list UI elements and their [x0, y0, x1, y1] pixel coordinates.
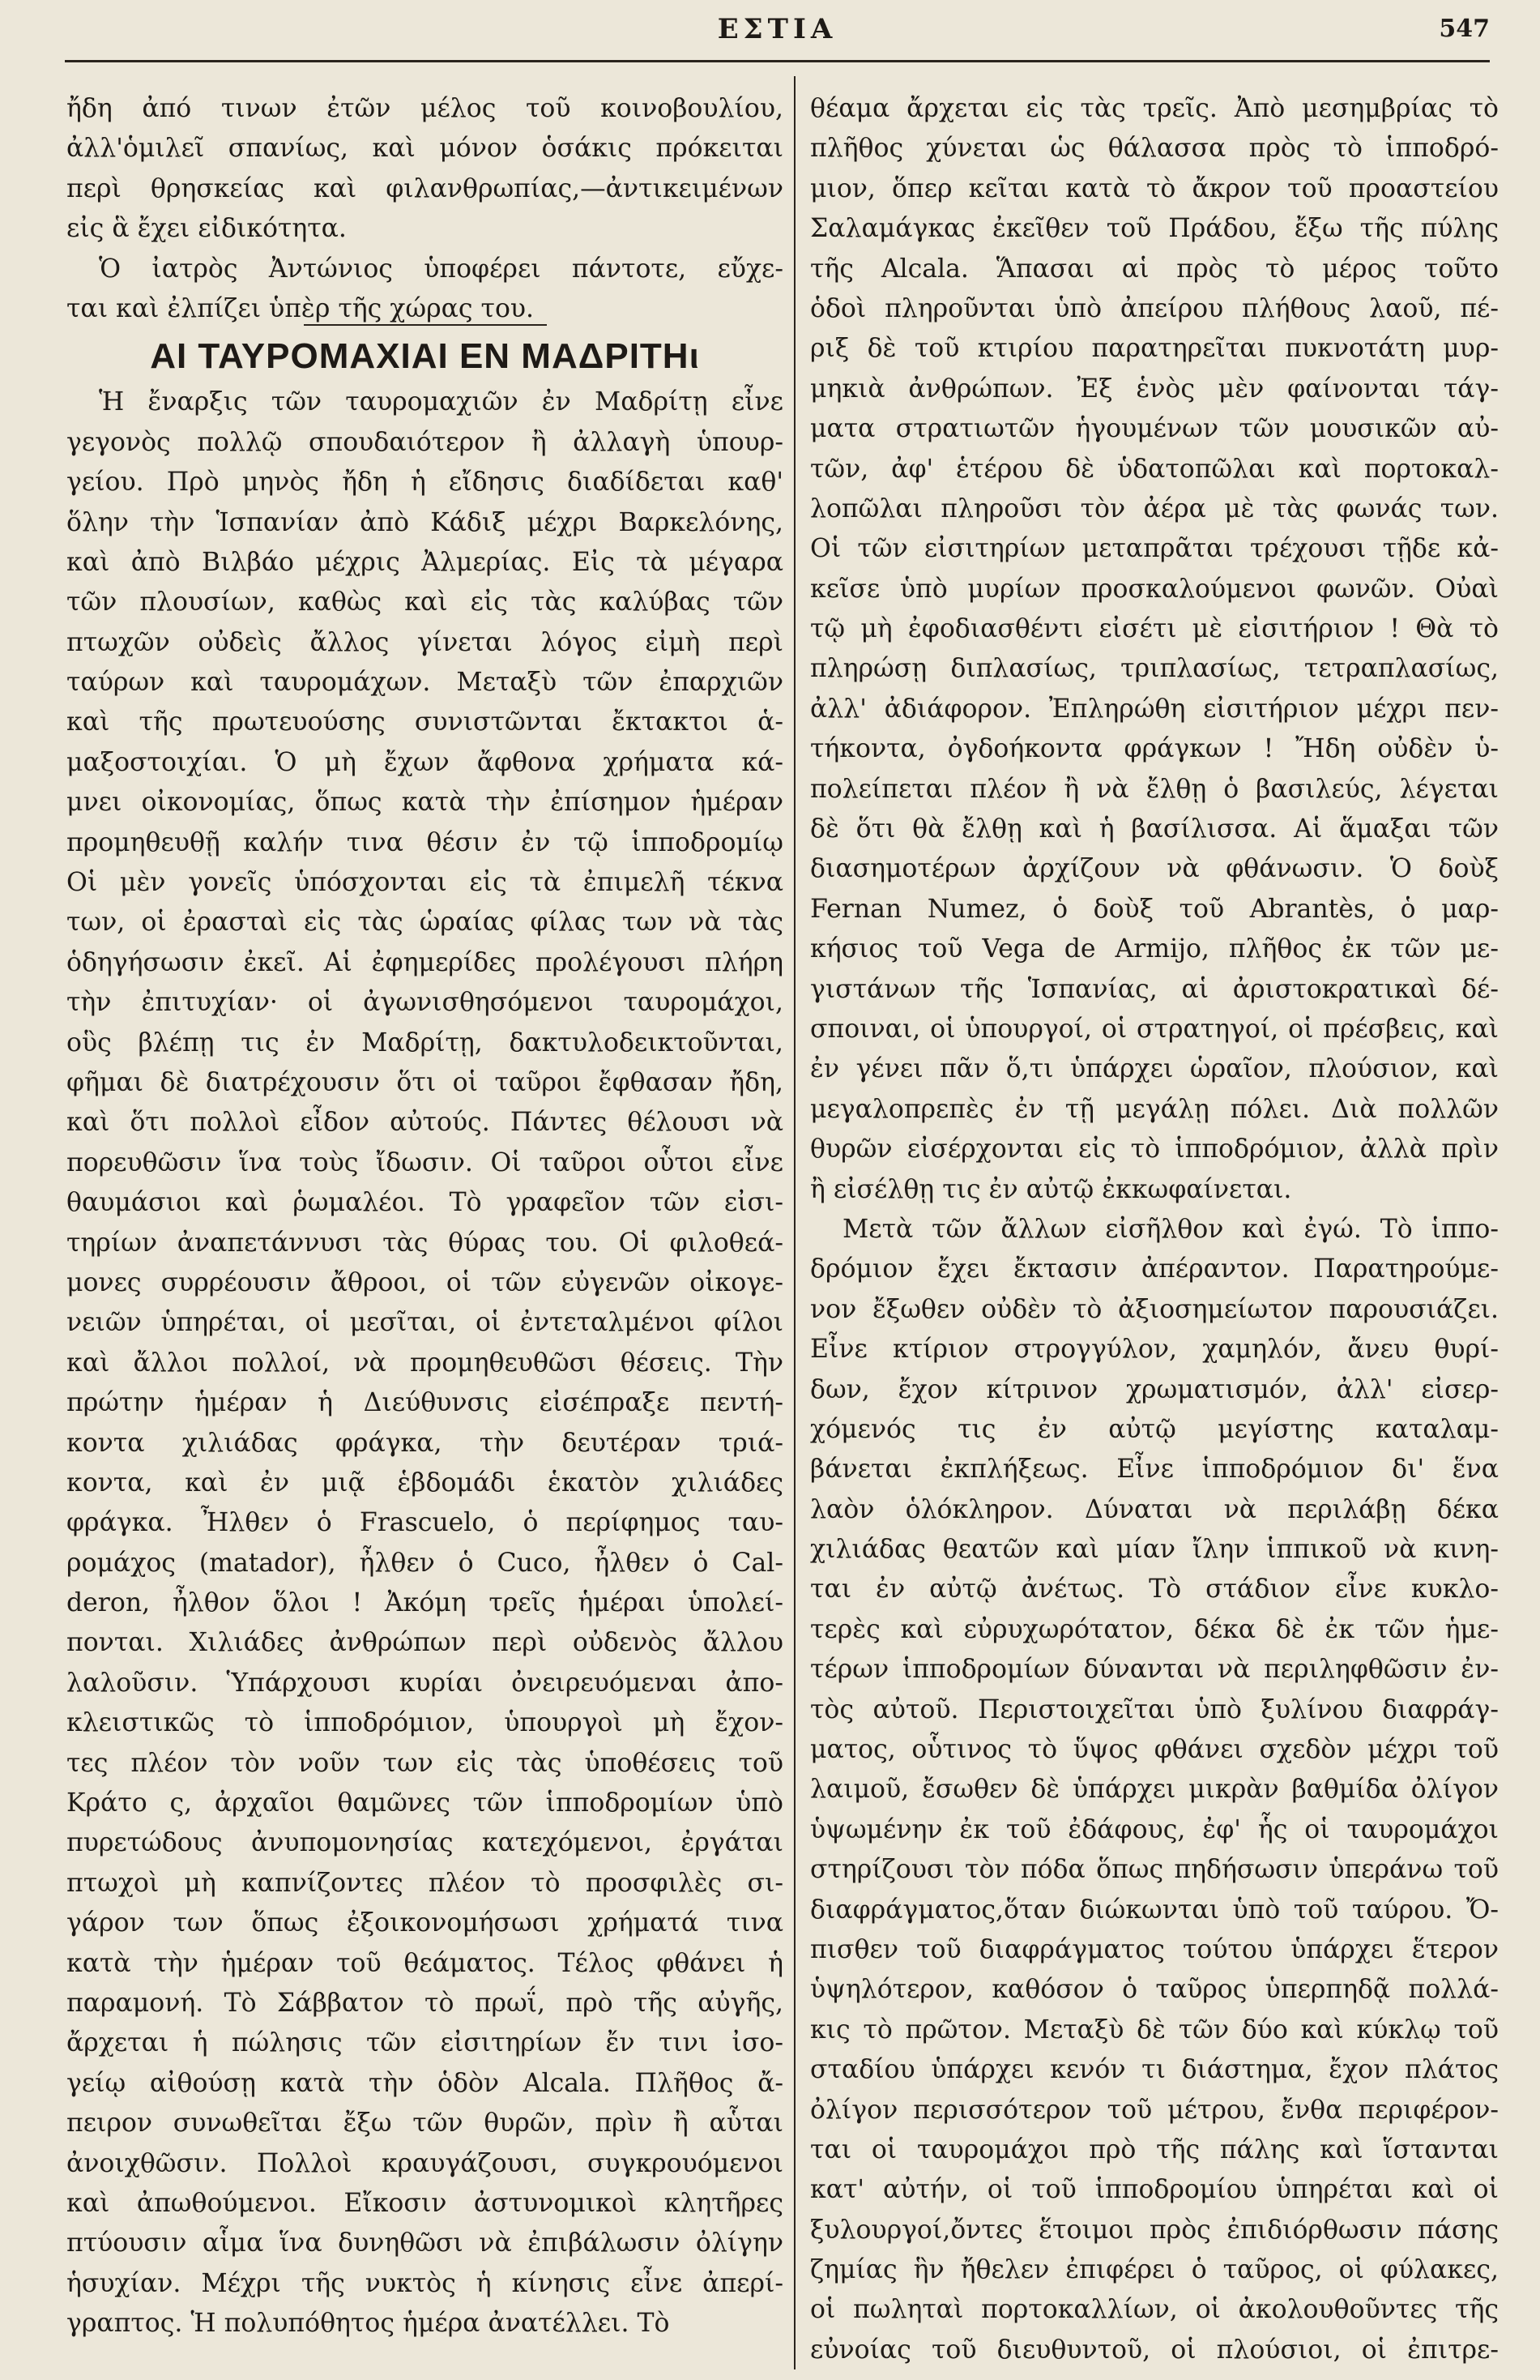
text-line: στηρίζουσι τὸν πόδα ὅπως πηδήσωσιν ὑπεράνω τοῦ [810, 1855, 1499, 1885]
text-line: ἀλλ'ὁμιλεῖ σπανίως, καὶ μόνον ὁσάκις πρόκειται [66, 134, 783, 164]
text-line: Ὁ ἰατρὸς Ἀντώνιος ὑποφέρει πάντοτε, εὔχε- [99, 254, 783, 284]
text-line: καὶ ἄλλοι πολλοί, νὰ προμηθευθῶσι θέσεις. Τὴν [66, 1348, 783, 1378]
text-line: πτύουσιν αἷμα ἵνα δυνηθῶσι νὰ ἐπιβάλωσιν ὀλίγην [66, 2228, 783, 2258]
text-line: σταδίου ὑπάρχει κενόν τι διάστημα, ἔχον πλάτος [810, 2055, 1499, 2085]
header-rule [65, 60, 1490, 62]
running-head [65, 11, 1490, 58]
left-column-intro [66, 89, 783, 329]
text-line: ἀνοιχθῶσιν. Πολλοὶ κραυγάζουσι, συγκρουόμενοι [66, 2148, 783, 2178]
text-line: Σαλαμάγκας ἐκεῖθεν τοῦ Πράδου, ἔξω τῆς πύλης [810, 214, 1499, 244]
text-line: θαυμάσιοι καὶ ῥωμαλέοι. Τὸ γραφεῖον τῶν εἰσι- [66, 1188, 783, 1218]
page-number: 547 [1439, 15, 1490, 43]
text-line: κατ' αὐτήν, οἱ τοῦ ἱπποδρομίου ὑπηρέται καὶ οἱ [810, 2175, 1499, 2205]
text-line: προμηθευθῇ καλήν τινα θέσιν ἐν τῷ ἱπποδρομίῳ [66, 827, 783, 857]
text-line: πτωχοὶ μὴ καπνίζοντες πλέον τὸ προσφιλὲς σι- [66, 1868, 783, 1898]
text-line: δὲ ὅτι θὰ ἔλθῃ καὶ ἡ βασίλισσα. Αἱ ἅμαξαι τῶν [810, 814, 1499, 844]
left-column-body [66, 382, 783, 2344]
text-line: τήκοντα, ὀγδοήκοντα φράγκων ! Ἤδη οὐδὲν ὑ- [810, 734, 1499, 764]
text-line: ὁδοὶ πληροῦνται ὑπὸ ἀπείρου πλήθους λαοῦ, πέ- [810, 293, 1499, 323]
text-line: ἢ εἰσέλθῃ τις ἐν αὐτῷ ἐκκωφαίνεται. [810, 1174, 1292, 1204]
text-line: Fernan Numez, ὁ δοὺξ τοῦ Abrantès, ὁ μαρ- [810, 894, 1499, 924]
text-line: μεγαλοπρεπὲς ἐν τῇ μεγάλῃ πόλει. Διὰ πολλῶν [810, 1094, 1499, 1124]
text-line: γάρον των ὅπως ἐξοικονομήσωσι χρήματά τινα [66, 1908, 783, 1938]
text-line: πειρον συνωθεῖται ἔξω τῶν θυρῶν, πρὶν ἢ αὗται [66, 2109, 783, 2139]
text-line: κοντα χιλιάδας φράγκα, τὴν δευτέραν τριά- [66, 1428, 783, 1458]
text-line: εἰς ἃ ἔχει εἰδικότητα. [66, 214, 347, 244]
text-line: θυρῶν εἰσέρχονται εἰς τὸ ἱπποδρόμιον, ἀλλὰ πρὶν [810, 1134, 1499, 1164]
text-line: ξυλουργοί,ὄντες ἕτοιμοι πρὸς ἐπιδιόρθωσιν πάσης [810, 2215, 1499, 2245]
text-line: λαιμοῦ, ἔσωθεν δὲ ὑπάρχει μικρὰν βαθμίδα ὀλίγον [810, 1775, 1499, 1805]
text-line: ται καὶ ἐλπίζει ὑπὲρ τῆς χώρας του. [66, 293, 535, 323]
text-line: μιον, ὅπερ κεῖται κατὰ τὸ ἄκρον τοῦ προαστείου [810, 173, 1499, 203]
text-line: διασημοτέρων ἀρχίζουν νὰ φθάνωσιν. Ὁ δοὺξ [810, 854, 1499, 884]
text-line: οὓς βλέπῃ τις ἐν Μαδρίτῃ, δακτυλοδεικτοῦνται, [66, 1028, 783, 1058]
text-line: ὀλίγον περισσότερον τοῦ μέτρου, ἔνθα περιφέρον- [810, 2095, 1499, 2125]
text-line: καὶ ἀπὸ Βιλβάο μέχρις Ἀλμερίας. Εἰς τὰ μέγαρα [66, 547, 783, 577]
text-line: πρώτην ἡμέραν ἡ Διεύθυνσις εἰσέπραξε πεντή- [66, 1388, 783, 1418]
text-line: γιστάνων τῆς Ἱσπανίας, αἱ ἀριστοκρατικαὶ δέ- [810, 974, 1499, 1004]
text-line: λαλοῦσιν. Ὑπάρχουσι κυρίαι ὀνειρευόμεναι ἀπο- [66, 1668, 783, 1698]
text-line: καὶ ἀπωθούμενοι. Εἴκοσιν ἀστυνομικοὶ κλητῆρες [66, 2188, 783, 2218]
text-line: Κράτο ς, ἀρχαῖοι θαμῶνες τῶν ἱπποδρομίων ὑπὸ [66, 1788, 783, 1818]
text-line: πληρώσῃ διπλασίως, τριπλασίως, τετραπλασίως, [810, 654, 1499, 684]
text-line: παραμονή. Τὸ Σάββατον τὸ πρωΐ, πρὸ τῆς αὐγῆς, [66, 1988, 783, 2018]
text-line: ται οἱ ταυρομάχοι πρὸ τῆς πάλης καὶ ἵστανται [810, 2134, 1499, 2164]
text-line: ἄρχεται ἡ πώλησις τῶν εἰσιτηρίων ἔν τινι ἰσο- [66, 2028, 783, 2058]
text-line: θέαμα ἄρχεται εἰς τὰς τρεῖς. Ἀπὸ μεσημβρίας τὸ [810, 94, 1499, 123]
text-line: τὸς αὐτοῦ. Περιστοιχεῖται ὑπὸ ξυλίνου διαφράγ- [810, 1694, 1499, 1724]
text-line: πονται. Χιλιάδες ἀνθρώπων περὶ οὐδενὸς ἄλλου [66, 1628, 783, 1658]
text-line: κλειστικῶς τὸ ἱπποδρόμιον, ὑπουργοὶ μὴ ἔχον- [66, 1708, 783, 1738]
text-line: τέρων ἱπποδρομίων δύνανται νὰ περιληφθῶσιν ἐν- [810, 1655, 1499, 1685]
text-line: πολείπεται πλέον ἢ νὰ ἔλθῃ ὁ βασιλεύς, λέγεται [810, 774, 1499, 804]
text-line: χόμενός τις ἐν αὐτῷ μεγίστης καταλαμ- [810, 1414, 1499, 1444]
text-line: ται ἐν αὐτῷ ἀνέτως. Τὸ στάδιον εἶνε κυκλο- [810, 1575, 1499, 1604]
text-line: ἤδη ἀπό τινων ἐτῶν μέλος τοῦ κοινοβουλίου, [66, 94, 783, 123]
text-line: τερὲς καὶ εὐρυχωρότατον, δέκα δὲ ἐκ τῶν ἡμε- [810, 1614, 1499, 1644]
text-line: γείῳ αἰθούσῃ κατὰ τὴν ὁδὸν Alcala. Πλῆθος ἄ- [66, 2068, 783, 2098]
text-line: ὑψωμένην ἐκ τοῦ ἐδάφους, ἐφ' ἧς οἱ ταυρομάχοι [810, 1814, 1499, 1844]
text-line: βάνεται ἐκπλήξεως. Εἶνε ἱπποδρόμιον δι' ἕνα [810, 1455, 1499, 1485]
text-line: πλῆθος χύνεται ὡς θάλασσα πρὸς τὸ ἱπποδρό- [810, 134, 1499, 164]
text-line: Εἶνε κτίριον στρογγύλον, χαμηλόν, ἄνευ θυρί- [810, 1335, 1499, 1365]
text-line: τες πλέον τὸν νοῦν των εἰς τὰς ὑποθέσεις τοῦ [66, 1748, 783, 1778]
text-line: τὴν ἐπιτυχίαν· οἱ ἀγωνισθησόμενοι ταυρομάχοι, [66, 988, 783, 1018]
text-line: νειῶν ὑπηρέται, οἱ μεσῖται, οἱ ἐντεταλμένοι φίλοι [66, 1308, 783, 1338]
text-line: σποιναι, οἱ ὑπουργοί, οἱ στρατηγοί, οἱ πρέσβεις, καὶ [810, 1014, 1499, 1044]
text-line: Οἱ τῶν εἰσιτηρίων μεταπρᾶται τρέχουσι τῇδε κἀ- [810, 534, 1499, 564]
text-line: καὶ τῆς πρωτευούσης συνιστῶνται ἔκτακτοι ἁ- [66, 707, 783, 737]
text-line: Οἱ μὲν γονεῖς ὑπόσχονται εἰς τὰ ἐπιμελῆ τέκνα [66, 868, 783, 898]
text-line: μαξοστοιχίαι. Ὁ μὴ ἔχων ἄφθονα χρήματα κά- [66, 747, 783, 777]
text-line: δων, ἔχον κίτρινον χρωματισμόν, ἀλλ' εἰσερ- [810, 1374, 1499, 1404]
text-line: διαφράγματος,ὅταν διώκωνται ὑπὸ τοῦ ταύρου. Ὄ- [810, 1895, 1499, 1925]
text-line: κις τὸ πρῶτον. Μεταξὺ δὲ τῶν δύο καὶ κύκλῳ τοῦ [810, 2015, 1499, 2045]
text-line: γείου. Πρὸ μηνὸς ἤδη ἡ εἴδησις διαδίδεται καθ' [66, 468, 783, 498]
text-line: ἀλλ' ἀδιάφορον. Ἐπληρώθη εἰσιτήριον μέχρι πεν- [810, 694, 1499, 724]
text-line: πυρετώδους ἀνυπομονησίας κατεχόμενοι, ἐργάται [66, 1828, 783, 1858]
text-line: λοπῶλαι πληροῦσι τὸν ἀέρα μὲ τὰς φωνάς των. [810, 494, 1499, 523]
text-line: ριξ δὲ τοῦ κτιρίου παρατηρεῖται πυκνοτάτη μυρ- [810, 334, 1499, 364]
text-line: οἱ πωληταὶ πορτοκαλλίων, οἱ ἀκολουθοῦντες τῆς [810, 2295, 1499, 2325]
text-line: κατὰ τὴν ἡμέραν τοῦ θεάματος. Τέλος φθάνει ἡ [66, 1948, 783, 1978]
text-line: κοντα, καὶ ἐν μιᾷ ἑβδομάδι ἑκατὸν χιλιάδες [66, 1468, 783, 1498]
text-line: Μετὰ τῶν ἄλλων εἰσῆλθον καὶ ἐγώ. Τὸ ἱππο- [843, 1214, 1499, 1244]
text-line: τῆς Alcala. Ἅπασαι αἱ πρὸς τὸ μέρος τοῦτο [810, 254, 1499, 284]
text-line: ἡσυχίαν. Μέχρι τῆς νυκτὸς ἡ κίνησις εἶνε ἀπερί- [66, 2268, 783, 2298]
text-line: φράγκα. Ἦλθεν ὁ Frascuelo, ὁ περίφημος ταυ- [66, 1508, 783, 1538]
article-title: ΑΙ ΤΑΥΡΟΜΑΧΙΑΙ ΕΝ ΜΑΔΡΙΤΗι [150, 336, 700, 377]
text-line: πτωχῶν οὐδεὶς ἄλλος γίνεται λόγος εἰμὴ περὶ [66, 627, 783, 657]
text-line: λαὸν ὁλόκληρον. Δύναται νὰ περιλάβῃ δέκα [810, 1494, 1499, 1524]
text-line: κήσιος τοῦ Vega de Armijo, πλῆθος ἐκ τῶν με- [810, 934, 1499, 964]
text-line: ταύρων καὶ ταυρομάχων. Μεταξὺ τῶν ἐπαρχιῶν [66, 668, 783, 698]
text-line: πισθεν τοῦ διαφράγματος τούτου ὑπάρχει ἕτερον [810, 1934, 1499, 1964]
text-line: ἐν γένει πᾶν ὅ,τι ὑπάρχει ὡραῖον, πλούσιον, καὶ [810, 1054, 1499, 1084]
text-line: γραπτος. Ἡ πολυπόθητος ἡμέρα ἀνατέλλει. Τὸ [66, 2309, 670, 2339]
text-line: ζημίας ἣν ἤθελεν ἐπιφέρει ὁ ταῦρος, οἱ φύλακες, [810, 2255, 1499, 2285]
text-line: δρόμιον ἔχει ἔκτασιν ἀπέραντον. Παρατηρούμε- [810, 1254, 1499, 1284]
text-line: χιλιάδας θεατῶν καὶ μίαν ἴλην ἱππικοῦ νὰ κινη- [810, 1535, 1499, 1565]
text-line: ματος, οὗτινος τὸ ὕψος φθάνει σχεδὸν μέχρι τοῦ [810, 1735, 1499, 1765]
text-line: ρομάχος (matador), ἦλθεν ὁ Cuco, ἦλθεν ὁ Cal- [66, 1548, 783, 1578]
left-column [66, 89, 783, 2344]
text-line: ὅλην τὴν Ἱσπανίαν ἀπὸ Κάδιξ μέχρι Βαρκελόνης, [66, 507, 783, 537]
text-line: φῆμαι δὲ διατρέχουσιν ὅτι οἱ ταῦροι ἔφθασαν ἤδη, [66, 1067, 783, 1097]
text-line: κεῖσε ὑπὸ μυρίων προσκαλούμενοι φωνῶν. Οὐαὶ [810, 574, 1499, 604]
column-divider [794, 76, 796, 2369]
text-line: μηκιὰ ἀνθρώπων. Ἐξ ἑνὸς μὲν φαίνονται τάγ- [810, 374, 1499, 404]
text-line: Ἡ ἔναρξις τῶν ταυρομαχιῶν ἐν Μαδρίτῃ εἶνε [99, 387, 783, 417]
text-line: τῷ μὴ ἐφοδιασθέντι εἰσέτι μὲ εἰσιτήριον ! Θὰ τὸ [810, 614, 1499, 644]
text-line: τῶν, ἀφ' ἑτέρου δὲ ὑδατοπῶλαι καὶ πορτοκαλ- [810, 454, 1499, 484]
text-line: καὶ ὅτι πολλοὶ εἶδον αὐτούς. Πάντες θέλουσι νὰ [66, 1108, 783, 1138]
section-separator-rule [304, 324, 547, 326]
text-line: ὑψηλότερον, καθόσον ὁ ταῦρος ὑπερπηδᾷ πολλά- [810, 1975, 1499, 2005]
text-line: περὶ θρησκείας καὶ φιλανθρωπίας,—ἀντικειμένων [66, 173, 783, 203]
text-line: τῶν πλουσίων, καθὼς καὶ εἰς τὰς καλύβας τῶν [66, 588, 783, 617]
text-line: εὐνοίας τοῦ διευθυντοῦ, οἱ πλούσιοι, οἱ ἐπιτρε- [810, 2335, 1499, 2365]
right-column [810, 89, 1499, 2370]
text-line: μονες συρρέουσιν ἄθροοι, οἱ τῶν εὐγενῶν οἰκογε- [66, 1267, 783, 1297]
text-line: γεγονὸς πολλῷ σπουδαιότερον ἢ ἀλλαγὴ ὑπουρ- [66, 427, 783, 457]
text-line: deron, ἦλθον ὅλοι ! Ἀκόμη τρεῖς ἡμέραι ὑπολεί- [66, 1588, 783, 1618]
text-line: μνει οἰκονομίας, ὅπως κατὰ τὴν ἐπίσημον ἡμέραν [66, 788, 783, 818]
running-title: ΕΣΤΙΑ [717, 13, 838, 45]
text-line: ματα στρατιωτῶν ἡγουμένων τῶν μουσικῶν αὐ- [810, 414, 1499, 444]
text-line: των, οἱ ἐρασταὶ εἰς τὰς ὡραίας φίλας των νὰ τὰς [66, 908, 783, 938]
text-line: ὁδηγήσωσιν ἐκεῖ. Αἱ ἐφημερίδες προλέγουσι πλήρη [66, 947, 783, 977]
text-line: τηρίων ἀναπετάννυσι τὰς θύρας του. Οἱ φιλοθεά- [66, 1228, 783, 1258]
right-column-body [810, 89, 1499, 2370]
text-line: νον ἔξωθεν οὐδὲν τὸ ἀξιοσημείωτον παρουσιάζει. [810, 1294, 1499, 1324]
text-line: πορευθῶσιν ἵνα τοὺς ἴδωσιν. Οἱ ταῦροι οὗτοι εἶνε [66, 1147, 783, 1177]
